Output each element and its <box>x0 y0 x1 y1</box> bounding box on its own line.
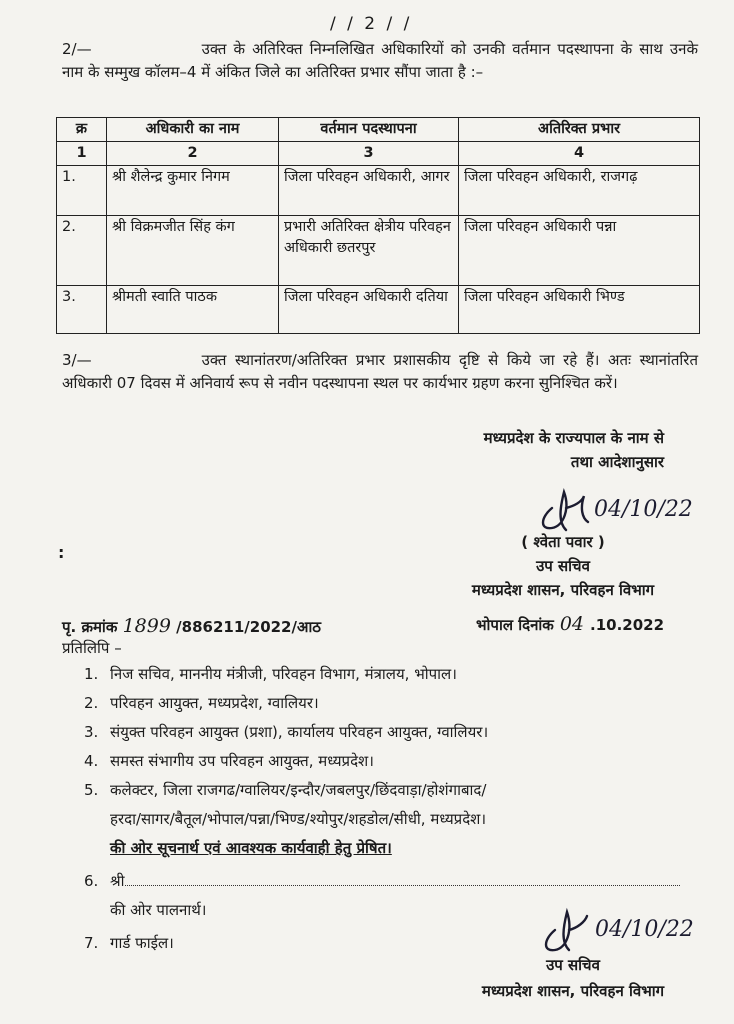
col-number: 1 <box>57 142 107 166</box>
cell-sno: 2. <box>57 216 107 286</box>
list-item: 3. संयुक्त परिवहन आयुक्त (प्रशा), कार्यालय परिवहन आयुक्त, ग्वालियर। <box>84 723 489 741</box>
table-header-row <box>57 118 700 142</box>
colon-mark: : <box>58 543 65 562</box>
list-item: 2. परिवहन आयुक्त, मध्यप्रदेश, ग्वालियर। <box>84 694 319 712</box>
governor-line-1: मध्यप्रदेश के राज्यपाल के नाम से <box>483 429 664 447</box>
col-header-name: अधिकारी का नाम <box>107 118 279 142</box>
blank-fill-line <box>125 871 680 886</box>
paragraph-3-text: उक्त स्थानांतरण/अतिरिक्त प्रभार प्रशासकीय दृष्टि से किये जा रहे हैं। अतः स्थानांतरित अधिकारी 07 दिवस में अनिवार्य रूप से नवीन पदस्थापना स्थल पर कार्यभार ग्रहण करना सुनिश्चित करें। <box>62 351 698 392</box>
dated-handwritten-day: 04 <box>559 613 584 635</box>
reference-suffix: /886211/2022/आठ <box>176 618 322 636</box>
cell-current: जिला परिवहन अधिकारी, आगर <box>279 166 459 216</box>
col-number: 4 <box>459 142 700 166</box>
signatory-designation: उप सचिव <box>536 557 590 575</box>
cell-additional: जिला परिवहन अधिकारी, राजगढ़ <box>459 166 700 216</box>
table-row <box>57 166 700 216</box>
copy-label: प्रतिलिपि – <box>62 639 122 657</box>
cell-current: प्रभारी अतिरिक्त क्षेत्रीय परिवहन अधिकारी छतरपुर <box>279 216 459 286</box>
list-item: 1. निज सचिव, माननीय मंत्रीजी, परिवहन विभाग, मंत्रालय, भोपाल। <box>84 665 457 683</box>
signature-1-date: 04/10/22 <box>594 497 693 522</box>
signatory-block <box>428 530 698 602</box>
list-item-continuation: की ओर पालनार्थ। <box>110 901 207 919</box>
cell-additional: जिला परिवहन अधिकारी भिण्ड <box>459 286 700 334</box>
list-item: 5. कलेक्टर, जिला राजगढ/ग्वालियर/इन्दौर/जबलपुर/छिंदवाड़ा/होशंगाबाद/ <box>84 781 487 799</box>
reference-number <box>62 615 321 637</box>
governor-order-line <box>484 426 664 474</box>
bottom-signatory-department: मध्यप्रदेश शासन, परिवहन विभाग <box>481 982 665 1000</box>
table-colnum-row <box>57 142 700 166</box>
col-header-current: वर्तमान पदस्थापना <box>279 118 459 142</box>
signature-2-date: 04/10/22 <box>595 917 694 942</box>
paragraph-3 <box>62 349 698 395</box>
list-item: 7. गार्ड फाईल। <box>84 934 174 952</box>
dated-line <box>476 613 664 635</box>
cell-current: जिला परिवहन अधिकारी दतिया <box>279 286 459 334</box>
col-header-additional: अतिरिक्त प्रभार <box>459 118 700 142</box>
paragraph-2-text: उक्त के अतिरिक्त निम्नलिखित अधिकारियों को उनकी वर्तमान पदस्थापना के साथ उनके नाम के सम्मुख कॉलम–4 में अंकित जिले का अतिरिक्त प्रभार सौंपा जाता है :– <box>62 40 698 81</box>
list-item: 4. समस्त संभागीय उप परिवहन आयुक्त, मध्यप्रदेश। <box>84 752 374 770</box>
reference-handwritten-no: 1899 <box>122 615 171 637</box>
page-number: / / 2 / / <box>330 14 413 34</box>
bottom-signatory-block <box>438 952 708 1004</box>
dated-suffix: .10.2022 <box>590 616 665 634</box>
governor-line-2: तथा आदेशानुसार <box>570 453 664 471</box>
signatory-name: ( श्वेता पवार ) <box>521 533 605 551</box>
col-number: 2 <box>107 142 279 166</box>
cell-name: श्री विक्रमजीत सिंह कंग <box>107 216 279 286</box>
cell-name: श्रीमती स्वाति पाठक <box>107 286 279 334</box>
handwritten-signature-2 <box>535 900 715 958</box>
table-row <box>57 216 700 286</box>
list-item: 6. श्री <box>84 867 680 896</box>
officer-table <box>56 117 700 334</box>
cell-sno: 3. <box>57 286 107 334</box>
list-item-continuation: हरदा/सागर/बैतूल/भोपाल/पन्ना/भिण्ड/श्योपुर/शहडोल/सीधी, मध्यप्रदेश। <box>110 810 487 828</box>
bottom-signatory-designation: उप सचिव <box>546 956 600 974</box>
paragraph-2 <box>62 38 698 84</box>
cell-sno: 1. <box>57 166 107 216</box>
handwritten-signature-1 <box>530 478 710 538</box>
table-row <box>57 286 700 334</box>
paragraph-2-number: 2/— <box>62 40 92 58</box>
list-item-note: की ओर सूचनार्थ एवं आवश्यक कार्यवाही हेतु प्रेषित। <box>110 839 392 857</box>
dated-prefix: भोपाल दिनांक <box>476 616 554 634</box>
col-number: 3 <box>279 142 459 166</box>
reference-prefix: पृ. क्रमांक <box>62 618 118 636</box>
cell-additional: जिला परिवहन अधिकारी पन्ना <box>459 216 700 286</box>
cell-name: श्री शैलेन्द्र कुमार निगम <box>107 166 279 216</box>
paragraph-3-number: 3/— <box>62 351 92 369</box>
signatory-department: मध्यप्रदेश शासन, परिवहन विभाग <box>471 581 655 599</box>
col-header-sno: क्र <box>57 118 107 142</box>
